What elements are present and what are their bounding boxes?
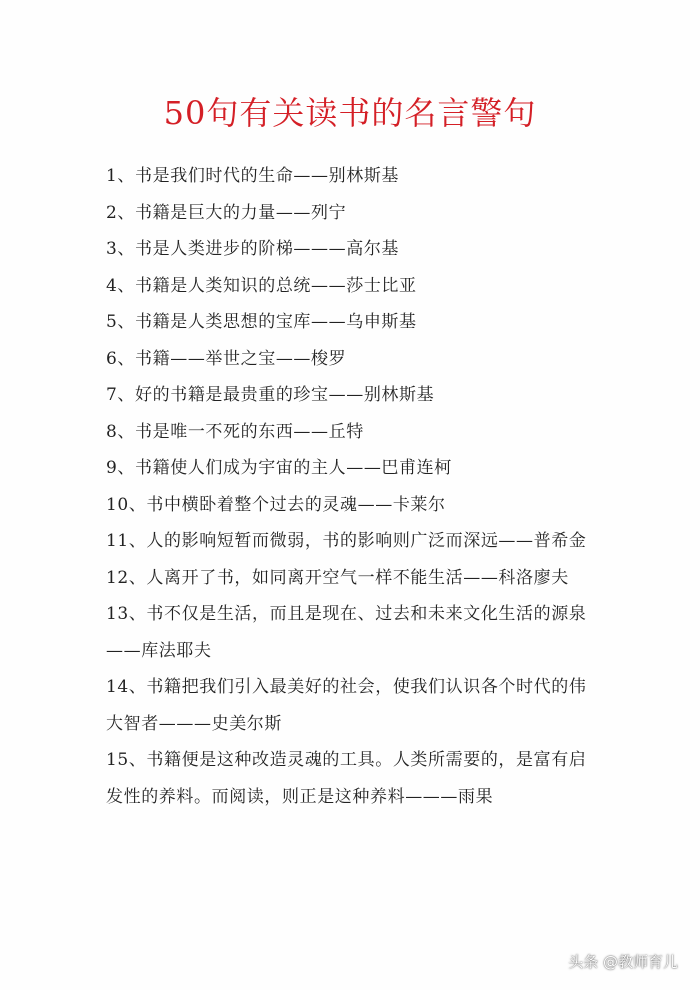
quote-item-10: 10、书中横卧着整个过去的灵魂——卡莱尔 bbox=[106, 494, 446, 515]
watermark-label: 头条 @教师育儿 bbox=[568, 953, 678, 971]
quote-item-15: 15、书籍便是这种改造灵魂的工具。人类所需要的，是富有启发性的养料。而阅读，则正是这种养料———雨果 bbox=[106, 750, 587, 807]
quote-item-4: 4、书籍是人类知识的总统——莎士比亚 bbox=[106, 275, 417, 296]
quote-list bbox=[106, 158, 598, 815]
page-title: 50句有关读书的名言警句 bbox=[163, 94, 537, 132]
quote-item-13: 13、书不仅是生活，而且是现在、过去和未来文化生活的源泉 ——库法耶夫 bbox=[106, 604, 587, 661]
quote-item-9: 9、书籍使人们成为宇宙的主人——巴甫连柯 bbox=[106, 458, 452, 478]
quote-item-2: 2、书籍是巨大的力量——列宁 bbox=[106, 202, 347, 223]
quote-item-1: 1、书是我们时代的生命——别林斯基 bbox=[106, 166, 400, 186]
quote-item-11: 11、人的影响短暂而微弱，书的影响则广泛而深远——普希金 bbox=[106, 531, 587, 551]
quote-item-14: 14、书籍把我们引入最美好的社会，使我们认识各个时代的伟大智者———史美尔斯 bbox=[106, 677, 587, 734]
quote-item-3: 3、书是人类进步的阶梯———高尔基 bbox=[106, 239, 400, 259]
quote-item-7: 7、好的书籍是最贵重的珍宝——别林斯基 bbox=[106, 385, 435, 405]
quote-item-8: 8、书是唯一不死的东西——丘特 bbox=[106, 421, 364, 442]
quote-item-6: 6、书籍——举世之宝——梭罗 bbox=[106, 348, 347, 369]
quote-item-12: 12、人离开了书，如同离开空气一样不能生活——科洛廖夫 bbox=[106, 567, 569, 588]
quote-item-5: 5、书籍是人类思想的宝库——乌申斯基 bbox=[106, 312, 417, 332]
